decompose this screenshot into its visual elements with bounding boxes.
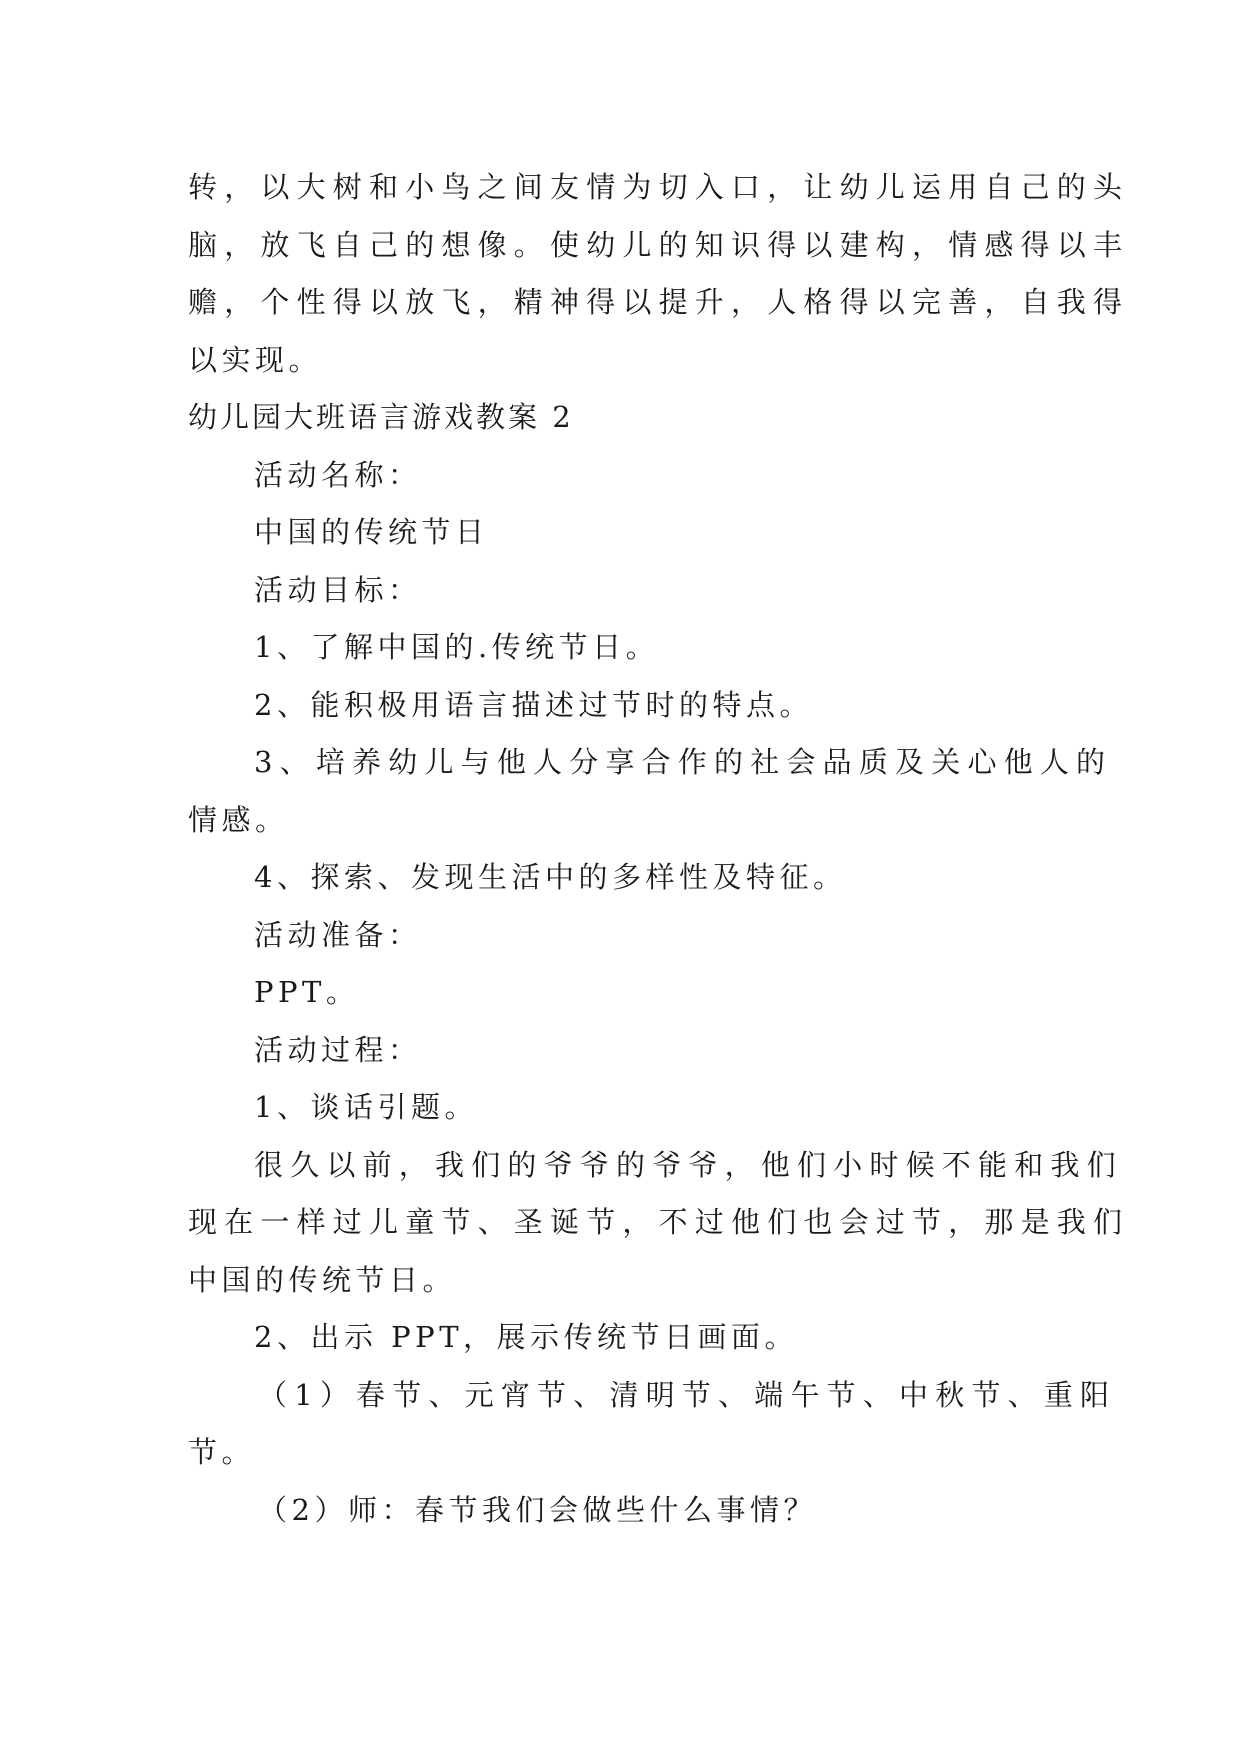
paragraph-line: 脑，放飞自己的想像。使幼儿的知识得以建构，情感得以丰: [188, 228, 1130, 262]
section-title: 幼儿园大班语言游戏教案 2: [188, 400, 574, 434]
paragraph-line: 情感。: [188, 803, 289, 837]
process-step: 2、出示 PPT，展示传统节日画面。: [254, 1320, 799, 1354]
goal-item: 1、了解中国的.传统节日。: [254, 630, 660, 664]
paragraph-line: 赡，个性得以放飞，精神得以提升，人格得以完善，自我得: [188, 285, 1130, 319]
paragraph-line: （1）春节、元宵节、清明节、端午节、中秋节、重阳: [258, 1378, 1117, 1412]
heading-activity-goals: 活动目标：: [254, 573, 422, 607]
activity-name-text: 中国的传统节日: [254, 515, 489, 549]
goal-item: 3、培养幼儿与他人分享合作的社会品质及关心他人的: [254, 745, 1113, 779]
goal-item: 2、能积极用语言描述过节时的特点。: [254, 688, 813, 722]
process-step: 1、谈话引题。: [254, 1090, 478, 1124]
heading-activity-process: 活动过程：: [254, 1033, 422, 1067]
goal-item: 4、探索、发现生活中的多样性及特征。: [254, 860, 847, 894]
paragraph-line: 节。: [188, 1435, 256, 1469]
heading-activity-preparation: 活动准备：: [254, 918, 422, 952]
heading-activity-name: 活动名称：: [254, 458, 422, 492]
paragraph-line: 中国的传统节日。: [188, 1263, 457, 1297]
paragraph-line: 很久以前，我们的爷爷的爷爷，他们小时候不能和我们: [254, 1148, 1123, 1182]
preparation-text: PPT。: [254, 975, 360, 1009]
paragraph-line: 以实现。: [188, 343, 323, 377]
paragraph-line: 转，以大树和小鸟之间友情为切入口，让幼儿运用自己的头: [188, 170, 1130, 204]
paragraph-line: 现在一样过儿童节、圣诞节，不过他们也会过节，那是我们: [188, 1205, 1130, 1239]
paragraph-line: （2）师：春节我们会做些什么事情？: [258, 1493, 817, 1527]
